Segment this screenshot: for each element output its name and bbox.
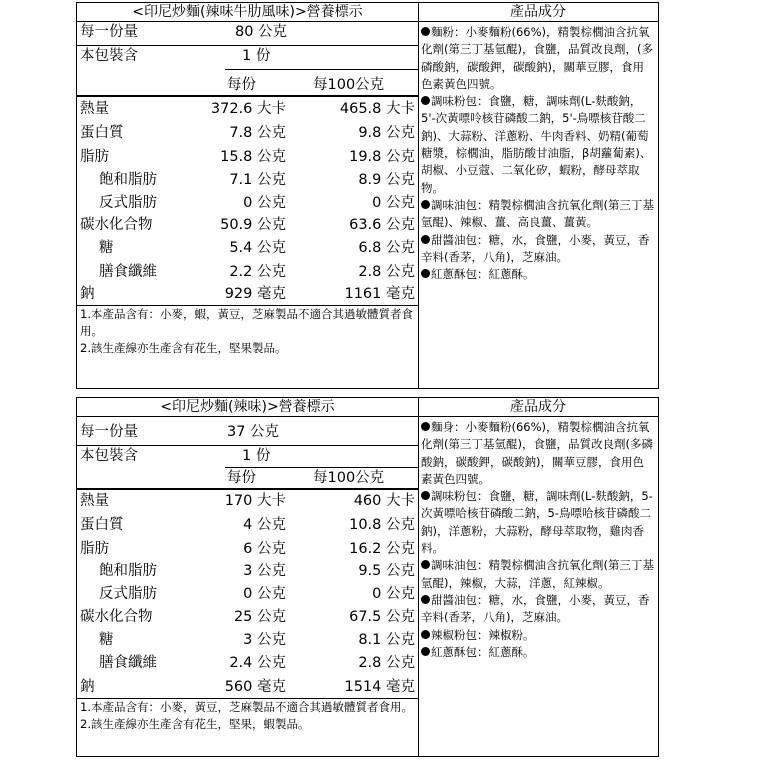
nutrient-per-serving: 7.1 公克 <box>229 172 286 188</box>
nutrient-per-100g: 9.8 公克 <box>358 125 415 141</box>
bullet-icon <box>421 235 430 244</box>
nutrient-row <box>77 491 418 512</box>
ingredient-item: 麵身：小麥麵粉(66%)，精製棕櫚油含抗氧化劑(第三丁基氫醌)，食鹽，品質改良劑(多磷酸鈉，碳酸鉀，碳酸鈉)，關華豆膠，食用色素黃色四號。 <box>421 420 653 486</box>
serving-size-row <box>77 22 418 43</box>
serving-size-value: 80 公克 <box>235 24 288 40</box>
serving-size-value: 37 公克 <box>227 424 280 440</box>
nutrient-per-serving: 2.4 公克 <box>229 655 286 671</box>
nutrient-row <box>77 607 418 628</box>
nutrient-name: 鈉 <box>80 286 95 302</box>
package-count-label: 本包裝含 <box>80 48 138 64</box>
nutrient-name: 反式脂肪 <box>99 586 157 602</box>
nutrient-row <box>77 515 418 536</box>
divider <box>77 488 418 490</box>
nutrient-name: 熱量 <box>80 493 109 509</box>
ingredient-item: 調味油包：精製棕櫚油含抗氧化劑(第三丁基氫醌)，辣椒，大蒜，洋蔥，紅辣椒。 <box>421 558 654 590</box>
package-count-row <box>77 46 418 67</box>
nutrient-row <box>77 215 418 236</box>
nutrient-row <box>77 584 418 605</box>
serving-size-row <box>77 422 418 443</box>
nutrient-per-serving: 3 公克 <box>243 563 286 579</box>
nutrient-per-serving: 7.8 公克 <box>229 125 286 141</box>
nutrient-row <box>77 147 418 168</box>
nutrient-per-100g: 465.8 大卡 <box>339 101 415 117</box>
nutrient-name: 飽和脂肪 <box>99 563 157 579</box>
nutrient-per-100g: 63.6 公克 <box>349 217 415 233</box>
divider <box>225 467 418 468</box>
nutrient-name: 蛋白質 <box>80 517 124 533</box>
bullet-icon <box>421 422 430 431</box>
per-serving-header: 每份 <box>227 77 256 93</box>
nutrient-per-serving: 25 公克 <box>233 609 286 625</box>
ingredients-list <box>421 24 655 283</box>
nutrient-per-100g: 16.2 公克 <box>349 541 415 557</box>
bullet-icon <box>421 491 430 500</box>
package-count-label: 本包裝含 <box>80 448 138 464</box>
column-header-row <box>77 76 418 95</box>
ingredient-item: 調味油包：精製棕櫚油含抗氧化劑(第三丁基氫醌)、辣椒、薑、高良薑、薑黃。 <box>421 197 654 230</box>
nutrient-name: 糖 <box>99 240 114 256</box>
nutrient-per-100g: 10.8 公克 <box>349 517 415 533</box>
ingredient-item: 麵粉：小麥麵粉(66%)，精製棕櫚油含抗氧化劑(第三丁基氫醌)，食鹽，品質改良劑，(多磷酸鈉，碳酸鉀，碳酸鈉)，關華豆膠，食用色素黃色四號。 <box>421 25 653 91</box>
package-count-value: 1 份 <box>242 448 271 464</box>
nutrition-label-card-1 <box>76 2 659 389</box>
nutrient-name: 膳食纖維 <box>99 655 157 671</box>
nutrient-per-100g: 2.8 公克 <box>358 264 415 280</box>
ingredients-panel <box>418 3 658 388</box>
nutrient-per-serving: 372.6 大卡 <box>210 101 286 117</box>
ingredients-list <box>421 419 655 661</box>
allergen-note: 2.該生產線亦生產含有花生，堅果，蝦製品。 <box>80 717 310 731</box>
nutrient-per-serving: 0 公克 <box>243 586 286 602</box>
nutrient-row <box>77 99 418 120</box>
nutrient-name: 糖 <box>99 632 114 648</box>
nutrient-per-serving: 15.8 公克 <box>220 149 286 165</box>
nutrient-row <box>77 193 418 214</box>
package-count-value: 1 份 <box>242 48 271 64</box>
nutrient-per-serving: 560 毫克 <box>224 679 286 695</box>
nutrient-name: 脂肪 <box>80 541 109 557</box>
bullet-icon <box>421 630 430 639</box>
package-count-row <box>77 446 418 467</box>
ingredients-title: 產品成分 <box>418 398 658 417</box>
nutrient-per-serving: 0 公克 <box>243 195 286 211</box>
ingredient-item: 辣椒粉包：辣椒粉。 <box>421 627 655 644</box>
allergen-note: 1.本產品含有：小麥，黃豆，芝麻製品不適合其過敏體質者食用。 <box>80 700 413 714</box>
nutrition-facts-panel <box>77 398 419 756</box>
bullet-icon <box>421 269 430 278</box>
nutrient-name: 反式脂肪 <box>99 195 157 211</box>
ingredient-item: 甜醬油包：糖，水，食鹽，小麥，黃豆，香辛料(香茅，八角)，芝麻油。 <box>421 232 650 264</box>
nutrient-per-100g: 9.5 公克 <box>358 563 415 579</box>
nutrition-title: <印尼炒麵(辣味)>營養標示 <box>77 398 418 417</box>
nutrient-per-serving: 5.4 公克 <box>229 240 286 256</box>
nutrient-per-serving: 50.9 公克 <box>220 217 286 233</box>
nutrient-per-100g: 0 公克 <box>372 195 415 211</box>
allergen-notes <box>80 306 416 357</box>
per-serving-header: 每份 <box>227 470 256 486</box>
nutrient-name: 熱量 <box>80 101 109 117</box>
bullet-icon <box>421 560 430 569</box>
nutrient-per-serving: 929 毫克 <box>224 286 286 302</box>
nutrient-per-100g: 1161 毫克 <box>344 286 415 302</box>
ingredient-item: 紅蔥酥包：紅蔥酥。 <box>421 266 655 283</box>
nutrition-label-card-2 <box>76 397 659 757</box>
nutrient-name: 飽和脂肪 <box>99 172 157 188</box>
nutrient-row <box>77 262 418 283</box>
nutrient-name: 碳水化合物 <box>80 217 153 233</box>
bullet-icon <box>421 200 430 209</box>
nutrient-per-100g: 1514 毫克 <box>344 679 415 695</box>
nutrient-row <box>77 539 418 560</box>
nutrient-row <box>77 561 418 582</box>
per-100g-header: 每100公克 <box>313 77 385 93</box>
nutrient-per-serving: 4 公克 <box>243 517 286 533</box>
bullet-icon <box>421 595 430 604</box>
nutrient-per-100g: 19.8 公克 <box>349 149 415 165</box>
nutrient-row <box>77 238 418 259</box>
nutrient-per-100g: 8.1 公克 <box>358 632 415 648</box>
column-header-row <box>77 469 418 488</box>
nutrient-name: 碳水化合物 <box>80 609 153 625</box>
bullet-icon <box>421 647 430 656</box>
bullet-icon <box>421 96 430 105</box>
nutrition-title: <印尼炒麵(辣味牛肋風味)>營養標示 <box>77 3 418 22</box>
bullet-icon <box>421 27 430 36</box>
nutrient-name: 膳食纖維 <box>99 264 157 280</box>
nutrient-per-100g: 460 大卡 <box>353 493 415 509</box>
nutrient-per-100g: 67.5 公克 <box>349 609 415 625</box>
nutrient-row <box>77 653 418 674</box>
nutrient-name: 脂肪 <box>80 149 109 165</box>
nutrient-per-100g: 2.8 公克 <box>358 655 415 671</box>
nutrient-per-serving: 2.2 公克 <box>229 264 286 280</box>
nutrient-row <box>77 123 418 144</box>
nutrient-row <box>77 284 418 305</box>
allergen-notes <box>80 699 416 733</box>
ingredient-item: 紅蔥酥包：紅蔥酥。 <box>421 644 655 661</box>
nutrient-per-100g: 0 公克 <box>372 586 415 602</box>
ingredients-panel <box>418 398 658 756</box>
ingredients-title: 產品成分 <box>418 3 658 22</box>
nutrient-per-serving: 170 大卡 <box>224 493 286 509</box>
serving-size-label: 每一份量 <box>80 424 138 440</box>
nutrient-per-100g: 8.9 公克 <box>358 172 415 188</box>
serving-size-label: 每一份量 <box>80 24 138 40</box>
ingredient-item: 甜醬油包：糖，水，食鹽，小麥，黃豆，香辛料(香茅，八角)，芝麻油。 <box>421 592 650 625</box>
nutrient-row <box>77 677 418 698</box>
nutrient-row <box>77 630 418 651</box>
nutrient-per-100g: 6.8 公克 <box>358 240 415 256</box>
nutrient-per-serving: 3 公克 <box>243 632 286 648</box>
allergen-note: 2.該生產線亦生產含有花生，堅果製品。 <box>80 341 287 355</box>
nutrient-per-serving: 6 公克 <box>243 541 286 557</box>
divider <box>77 95 418 97</box>
nutrient-name: 鈉 <box>80 679 95 695</box>
ingredient-item: 調味粉包：食鹽，糖，調味劑(L-麩酸鈉，5-次黃嘌哈核苷磷酸二鈉，5-鳥嘌哈核苷磷酸二鈉)，洋蔥粉，大蒜粉，酵母萃取物，雞肉香料。 <box>421 489 653 556</box>
nutrient-row <box>77 170 418 191</box>
divider <box>225 69 418 70</box>
nutrition-facts-panel <box>77 3 419 388</box>
ingredient-item: 調味粉包：食鹽，糖，調味劑(L-麩酸鈉，5'-次黃嘌呤核苷磷酸二鈉，5'-鳥嘌核苷酸二鈉)、大蒜粉、洋蔥粉、牛肉香料、奶精(葡萄糖漿，棕櫚油，脂肪酸甘油脂，β胡蘿蔔素)、胡椒、小豆蔻、二氧化矽，蝦粉，酵母萃取物。 <box>421 94 652 195</box>
per-100g-header: 每100公克 <box>313 470 385 486</box>
nutrient-name: 蛋白質 <box>80 125 124 141</box>
allergen-note: 1.本產品含有：小麥，蝦，黃豆，芝麻製品不適合其過敏體質者食用。 <box>80 307 413 338</box>
